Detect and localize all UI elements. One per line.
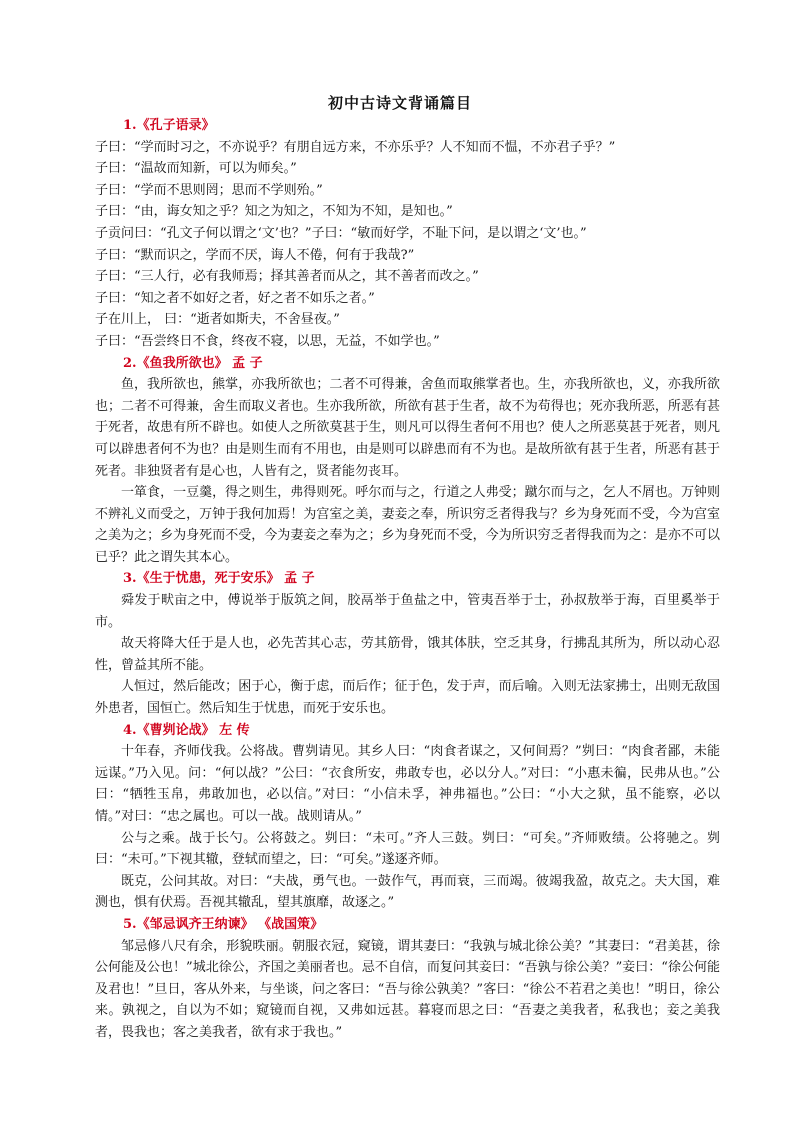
document-body <box>95 115 720 1044</box>
quote-line: 子曰：“学而时习之，不亦说乎？有朋自远方来，不亦乐乎？人不知而不愠，不亦君子乎？” <box>95 139 616 155</box>
paragraph: 一箪食，一豆羹，得之则生，弗得则死。呼尔而与之，行道之人弗受；蹴尔而与之，乞人不屑也。万钟则不辨礼义而受之，万钟于我何加焉！为宫室之美，妻妾之奉，所识穷乏者得我与？乡为身死而不受，今为宫室之美为之；乡为身死而不受，今为妻妾之奉为之；乡为身死而不受，今为所识穷乏者得我而为之：是亦不可以已乎？此之谓失其本心。 <box>95 485 720 565</box>
section-heading: 3.《生于忧患，死于安乐》 孟 子 <box>123 571 315 587</box>
section-heading: 1.《孔子语录》 <box>123 118 215 133</box>
paragraph: 故天将降大任于是人也，必先苦其心志，劳其筋骨，饿其体肤，空乏其身，行拂乱其所为，所以动心忍性，曾益其所不能。 <box>95 636 720 673</box>
quote-line: 子曰：“由，诲女知之乎？知之为知之，不知为不知，是知也。” <box>95 204 453 220</box>
section-heading: 5.《邹忌讽齐王纳谏》 《战国策》 <box>123 916 324 932</box>
quote-line: 子曰：“吾尝终日不食，终夜不寝，以思，无益，不如学也。” <box>95 333 440 349</box>
section-heading: 2.《鱼我所欲也》 孟 子 <box>123 355 263 371</box>
quote-line: 子贡问曰：“孔文子何以谓之‘文’也？”子曰：“敏而好学，不耻下问，是以谓之‘文’也。” <box>95 225 587 241</box>
quote-line: 子曰：“学而不思则罔；思而不学则殆。” <box>95 182 323 198</box>
paragraph: 舜发于畎亩之中，傅说举于版筑之间，胶鬲举于鱼盐之中，管夷吾举于士，孙叔敖举于海，百里奚举于市。 <box>95 593 720 630</box>
paragraph: 既克，公问其故。对曰：“夫战，勇气也。一鼓作气，再而衰，三而竭。彼竭我盈，故克之。夫大国，难测也，惧有伏焉。吾视其辙乱，望其旗靡，故逐之。” <box>95 873 720 911</box>
paragraph: 十年春，齐师伐我。公将战。曹刿请见。其乡人曰：“肉食者谋之，又何间焉？”刿曰：“肉食者鄙，未能远谋。”乃入见。问：“何以战？”公曰：“衣食所安，弗敢专也，必以分人。”对曰：“小惠未徧，民弗从也。”公曰：“牺牲玉帛，弗敢加也，必以信。”对曰：“小信未孚，神弗福也。”公曰：“小大之狱，虽不能察，必以情。”对曰：“忠之属也。可以一战。战则请从。” <box>95 744 720 824</box>
quote-line: 子曰：“知之者不如好之者，好之者不如乐之者。” <box>95 290 375 306</box>
paragraph: 人恒过，然后能改；困于心，衡于虑，而后作；征于色，发于声，而后喻。入则无法家拂士，出则无敌国外患者，国恒亡。然后知生于忧患，而死于安乐也。 <box>95 679 720 717</box>
paragraph: 邹忌修八尺有余，形貌昳丽。朝服衣冠，窥镜，谓其妻曰：“我孰与城北徐公美？”其妻曰：“君美甚，徐公何能及公也！”城北徐公，齐国之美丽者也。忌不自信，而复问其妾曰：“吾孰与徐公美？”妾曰：“徐公何能及君也！”旦日，客从外来，与坐谈，问之客曰：“吾与徐公孰美？”客曰：“徐公不若君之美也！”明日，徐公来。孰视之，自以为不如；窥镜而自视，又弗如远甚。暮寝而思之曰：“吾妻之美我者，私我也；妾之美我者，畏我也；客之美我者，欲有求于我也。” <box>95 938 720 1040</box>
quote-line: 子曰：“温故而知新，可以为师矣。” <box>95 161 297 177</box>
document-title: 初中古诗文背诵篇目 <box>327 94 472 112</box>
quote-line: 子在川上， 曰：“逝者如斯夫，不舍昼夜。” <box>95 312 340 328</box>
paragraph: 鱼，我所欲也，熊掌，亦我所欲也；二者不可得兼，舍鱼而取熊掌者也。生，亦我所欲也，义，亦我所欲也；二者不可得兼，舍生而取义者也。生亦我所欲，所欲有甚于生者，故不为苟得也；死亦我所恶，所恶有甚于死者，故患有所不辟也。如使人之所欲莫甚于生，则凡可以得生者何不用也？使人之所恶莫甚于死者，则凡可以辟患者何不为也？由是则生而有不用也，由是则可以辟患而有不为也。是故所欲有甚于生者，所恶有甚于死者。非独贤者有是心也，人皆有之，贤者能勿丧耳。 <box>95 377 720 479</box>
quote-line: 子曰：“默而识之，学而不厌，诲人不倦，何有于我哉?” <box>95 247 415 263</box>
paragraph: 公与之乘。战于长勺。公将鼓之。刿曰：“未可。”齐人三鼓。刿曰：“可矣。”齐师败绩。公将驰之。刿曰：“未可。”下视其辙，登轼而望之，曰：“可矣。”遂逐齐师。 <box>95 830 720 868</box>
section-heading: 4.《曹刿论战》 左 传 <box>123 722 250 738</box>
quote-line: 子曰：“三人行，必有我师焉；择其善者而从之，其不善者而改之。” <box>95 269 479 285</box>
